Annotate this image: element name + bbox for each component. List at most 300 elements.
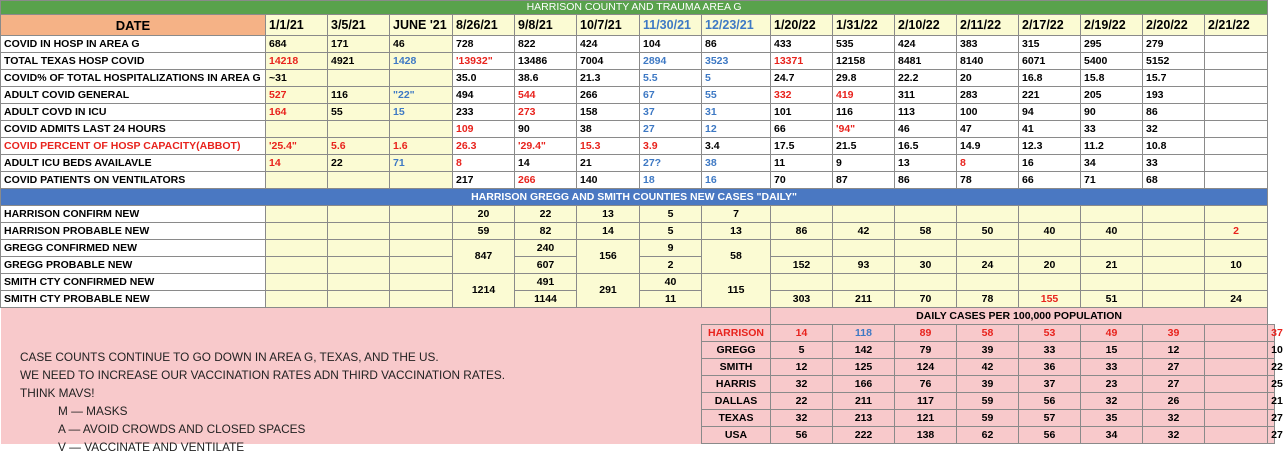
sheet-title: HARRISON COUNTY AND TRAUMA AREA G [1, 1, 1268, 15]
table-cell: 21 [1081, 257, 1143, 274]
table-cell: 158 [577, 104, 640, 121]
table-cell: 113 [895, 104, 957, 121]
table-cell: 152 [771, 257, 833, 274]
table-cell [1205, 138, 1268, 155]
date-col-header: 2/21/22 [1205, 15, 1268, 36]
table-cell: 138 [895, 427, 957, 444]
table-cell [1205, 342, 1268, 359]
table-cell: '94" [833, 121, 895, 138]
table-cell: 8 [453, 155, 515, 172]
date-col-header: 1/31/22 [833, 15, 895, 36]
table-cell [390, 70, 453, 87]
table-cell: 5 [702, 70, 771, 87]
row-label: GREGG PROBABLE NEW [1, 257, 266, 274]
table-cell: 30 [895, 257, 957, 274]
pink-spacer [1, 308, 771, 325]
hosp-row [1, 138, 1275, 155]
table-cell: 14 [266, 155, 328, 172]
table-cell: 11.2 [1081, 138, 1143, 155]
table-cell [895, 240, 957, 257]
table-cell: 59 [957, 393, 1019, 410]
table-cell: 22 [515, 206, 577, 223]
row-label: SMITH CTY CONFIRMED NEW [1, 274, 266, 291]
table-cell: 24 [1205, 291, 1268, 308]
table-cell: 12 [702, 121, 771, 138]
table-cell: 684 [266, 36, 328, 53]
table-cell [1205, 172, 1268, 189]
table-cell: 240 [515, 240, 577, 257]
table-cell: 12158 [833, 53, 895, 70]
table-cell [1019, 240, 1081, 257]
table-cell [328, 274, 390, 291]
table-cell: 86 [895, 172, 957, 189]
table-cell: 26.3 [453, 138, 515, 155]
table-cell: 116 [833, 104, 895, 121]
table-cell: 8481 [895, 53, 957, 70]
table-cell [957, 206, 1019, 223]
table-cell [895, 274, 957, 291]
hosp-row [1, 155, 1275, 172]
table-cell: 79 [895, 342, 957, 359]
table-cell: 311 [895, 87, 957, 104]
table-cell: 62 [957, 427, 1019, 444]
table-cell: 46 [390, 36, 453, 53]
table-cell [1205, 70, 1268, 87]
table-cell [266, 274, 328, 291]
table-cell: 266 [577, 87, 640, 104]
table-cell [1205, 393, 1268, 410]
table-cell [1019, 206, 1081, 223]
table-cell: 419 [833, 87, 895, 104]
row-label: COVID PERCENT OF HOSP CAPACITY(ABBOT) [1, 138, 266, 155]
table-cell: 527 [266, 87, 328, 104]
table-cell: 10 [1268, 342, 1275, 359]
table-cell: 424 [895, 36, 957, 53]
table-cell: 56 [1019, 427, 1081, 444]
table-cell: 5.6 [328, 138, 390, 155]
table-cell: 34 [1081, 155, 1143, 172]
table-cell: 76 [895, 376, 957, 393]
table-cell: 164 [266, 104, 328, 121]
table-cell [1143, 240, 1205, 257]
table-cell: 33 [1081, 359, 1143, 376]
table-cell: 39 [957, 342, 1019, 359]
date-col-header: 10/7/21 [577, 15, 640, 36]
table-cell: 13 [895, 155, 957, 172]
case-row [1, 274, 1275, 291]
table-cell: 13 [577, 206, 640, 223]
table-cell: 13486 [515, 53, 577, 70]
table-cell: 1428 [390, 53, 453, 70]
region-name: GREGG [702, 342, 771, 359]
table-cell: 46 [895, 121, 957, 138]
table-cell: 90 [1081, 104, 1143, 121]
table-cell: 16 [1019, 155, 1081, 172]
table-cell: 211 [833, 393, 895, 410]
region-name: USA [702, 427, 771, 444]
table-cell: 424 [577, 36, 640, 53]
table-cell: 50 [957, 223, 1019, 240]
table-cell: 12.3 [1019, 138, 1081, 155]
table-cell: 8 [957, 155, 1019, 172]
row-label: HARRISON CONFIRM NEW [1, 206, 266, 223]
notes-box [20, 348, 580, 456]
table-cell [266, 257, 328, 274]
table-cell: 22 [1268, 359, 1275, 376]
table-cell: 18 [640, 172, 702, 189]
table-cell: 21.3 [577, 70, 640, 87]
table-cell: 42 [957, 359, 1019, 376]
table-cell: 37 [1268, 325, 1275, 342]
table-cell [1019, 274, 1081, 291]
table-cell: 14.9 [957, 138, 1019, 155]
table-cell: 14 [577, 223, 640, 240]
date-col-header: 3/5/21 [328, 15, 390, 36]
table-cell: 71 [390, 155, 453, 172]
table-cell: 58 [702, 240, 771, 274]
table-cell: 822 [515, 36, 577, 53]
table-cell [1205, 36, 1268, 53]
table-cell: 59 [957, 410, 1019, 427]
table-cell: 14 [515, 155, 577, 172]
table-cell [266, 172, 328, 189]
table-cell: 14218 [266, 53, 328, 70]
table-cell: 24 [957, 257, 1019, 274]
row-label: ADULT COVD IN ICU [1, 104, 266, 121]
table-cell: 68 [1143, 172, 1205, 189]
table-cell [1081, 240, 1143, 257]
table-cell: 20 [957, 70, 1019, 87]
date-col-header: 1/20/22 [771, 15, 833, 36]
table-cell: 86 [702, 36, 771, 53]
table-cell [328, 70, 390, 87]
table-cell: 90 [515, 121, 577, 138]
table-cell: 70 [771, 172, 833, 189]
region-name: SMITH [702, 359, 771, 376]
table-cell: 94 [1019, 104, 1081, 121]
table-cell [1205, 410, 1268, 427]
table-cell [1205, 427, 1268, 444]
table-cell [1143, 257, 1205, 274]
table-cell: 37 [1019, 376, 1081, 393]
date-col-header: 1/1/21 [266, 15, 328, 36]
table-cell: 67 [640, 87, 702, 104]
table-cell: 10 [1205, 257, 1268, 274]
table-cell: 35.0 [453, 70, 515, 87]
region-name: HARRIS [702, 376, 771, 393]
note-line: WE NEED TO INCREASE OUR VACCINATION RATES ADN THIRD VACCINATION RATES. [20, 368, 506, 382]
table-cell: 156 [577, 240, 640, 274]
table-cell: 193 [1143, 87, 1205, 104]
table-cell [266, 121, 328, 138]
table-cell: 1214 [453, 274, 515, 308]
table-cell [390, 257, 453, 274]
table-cell: 41 [1019, 121, 1081, 138]
table-cell: 16 [702, 172, 771, 189]
hosp-row [1, 121, 1275, 138]
table-cell: 5 [640, 223, 702, 240]
table-cell: 535 [833, 36, 895, 53]
case-row [1, 206, 1275, 223]
table-cell [833, 240, 895, 257]
table-cell: 117 [895, 393, 957, 410]
date-col-header: 2/17/22 [1019, 15, 1081, 36]
table-cell [1205, 325, 1268, 342]
table-cell [1205, 53, 1268, 70]
table-cell: 27? [640, 155, 702, 172]
table-cell: 32 [1143, 410, 1205, 427]
table-cell [1205, 359, 1268, 376]
table-cell [1205, 206, 1268, 223]
table-cell: 166 [833, 376, 895, 393]
table-cell [266, 223, 328, 240]
table-cell: 2894 [640, 53, 702, 70]
row-label: TOTAL TEXAS HOSP COVID [1, 53, 266, 70]
table-cell [1081, 274, 1143, 291]
date-col-header: 2/20/22 [1143, 15, 1205, 36]
row-label: COVID IN HOSP IN AREA G [1, 36, 266, 53]
date-col-header: 2/10/22 [895, 15, 957, 36]
table-cell: 332 [771, 87, 833, 104]
region-name: TEXAS [702, 410, 771, 427]
note-line: THINK MAVS! [20, 386, 95, 400]
table-cell: 100 [957, 104, 1019, 121]
table-cell: 27 [1268, 410, 1275, 427]
table-cell [771, 274, 833, 291]
table-cell: 51 [1081, 291, 1143, 308]
pink-spacer [1, 325, 702, 342]
table-cell: 104 [640, 36, 702, 53]
table-cell [328, 206, 390, 223]
table-cell: 57 [1019, 410, 1081, 427]
table-cell: 66 [771, 121, 833, 138]
table-cell: 39 [957, 376, 1019, 393]
table-cell: 33 [1143, 155, 1205, 172]
table-cell: 155 [1019, 291, 1081, 308]
per100k-title: DAILY CASES PER 100,000 POPULATION [771, 308, 1268, 325]
table-cell [957, 240, 1019, 257]
table-cell: 9 [640, 240, 702, 257]
table-cell: 59 [453, 223, 515, 240]
region-name: HARRISON [702, 325, 771, 342]
table-cell: 12 [1143, 342, 1205, 359]
table-cell: 87 [833, 172, 895, 189]
date-col-header: JUNE '21 [390, 15, 453, 36]
new-cases-title: HARRISON GREGG AND SMITH COUNTIES NEW CASES "DAILY" [1, 189, 1268, 206]
table-cell: 38 [577, 121, 640, 138]
table-cell: 9 [833, 155, 895, 172]
date-col-header: 9/8/21 [515, 15, 577, 36]
table-cell: 38 [702, 155, 771, 172]
table-cell: 433 [771, 36, 833, 53]
table-cell: 124 [895, 359, 957, 376]
region-name: DALLAS [702, 393, 771, 410]
table-cell [266, 291, 328, 308]
table-cell: 5152 [1143, 53, 1205, 70]
table-cell: 32 [1143, 427, 1205, 444]
table-cell: 25 [1268, 376, 1275, 393]
table-cell: 39 [1143, 325, 1205, 342]
table-cell [771, 206, 833, 223]
table-cell [1205, 87, 1268, 104]
table-cell: 78 [957, 172, 1019, 189]
table-cell: '29.4" [515, 138, 577, 155]
table-cell: 5 [640, 206, 702, 223]
date-col-header: 11/30/21 [640, 15, 702, 36]
table-cell: "22" [390, 87, 453, 104]
table-cell: 32 [1143, 121, 1205, 138]
table-cell: 33 [1081, 121, 1143, 138]
table-cell: 93 [833, 257, 895, 274]
table-cell: 217 [453, 172, 515, 189]
date-col-header: 2/11/22 [957, 15, 1019, 36]
table-cell: 86 [1143, 104, 1205, 121]
table-cell: 295 [1081, 36, 1143, 53]
table-cell: 5.5 [640, 70, 702, 87]
table-cell: 121 [895, 410, 957, 427]
table-cell [1205, 121, 1268, 138]
table-cell: 13371 [771, 53, 833, 70]
table-cell: 6071 [1019, 53, 1081, 70]
hosp-row [1, 104, 1275, 121]
table-cell [390, 223, 453, 240]
table-cell: 78 [957, 291, 1019, 308]
table-cell: 21 [577, 155, 640, 172]
table-cell: 3.4 [702, 138, 771, 155]
table-cell: 38.6 [515, 70, 577, 87]
table-cell: 494 [453, 87, 515, 104]
table-cell: 17.5 [771, 138, 833, 155]
table-cell: 4921 [328, 53, 390, 70]
table-cell: 1.6 [390, 138, 453, 155]
table-cell: 34 [1081, 427, 1143, 444]
note-line: M — MASKS [58, 404, 128, 418]
table-cell: ~31 [266, 70, 328, 87]
table-cell: 66 [1019, 172, 1081, 189]
table-cell [390, 291, 453, 308]
table-cell [328, 172, 390, 189]
table-cell: 82 [515, 223, 577, 240]
table-cell: 21 [1268, 393, 1275, 410]
hosp-row [1, 87, 1275, 104]
note-line: A — AVOID CROWDS AND CLOSED SPACES [58, 422, 306, 436]
table-cell [1205, 376, 1268, 393]
table-cell: 27 [1268, 427, 1275, 444]
table-cell: 221 [1019, 87, 1081, 104]
table-cell: 14 [771, 325, 833, 342]
table-cell: 71 [1081, 172, 1143, 189]
table-cell [1143, 206, 1205, 223]
table-cell: 31 [702, 104, 771, 121]
hosp-row [1, 70, 1275, 87]
table-cell: 42 [833, 223, 895, 240]
row-label: ADULT COVID GENERAL [1, 87, 266, 104]
table-cell: 27 [1143, 376, 1205, 393]
table-cell: 315 [1019, 36, 1081, 53]
table-cell: 491 [515, 274, 577, 291]
hosp-row [1, 53, 1275, 70]
note-line: CASE COUNTS CONTINUE TO GO DOWN IN AREA G, TEXAS, AND THE US. [20, 350, 439, 364]
table-cell: '25.4" [266, 138, 328, 155]
table-cell: 101 [771, 104, 833, 121]
table-cell: 211 [833, 291, 895, 308]
table-cell: 8140 [957, 53, 1019, 70]
table-cell: 118 [833, 325, 895, 342]
table-cell [266, 206, 328, 223]
table-cell: 109 [453, 121, 515, 138]
date-col-header: 12/23/21 [702, 15, 771, 36]
table-cell: 7 [702, 206, 771, 223]
table-cell: 291 [577, 274, 640, 308]
table-cell: 27 [1143, 359, 1205, 376]
table-cell: 56 [1019, 393, 1081, 410]
table-cell: 22.2 [895, 70, 957, 87]
table-cell: 11 [640, 291, 702, 308]
table-cell [771, 240, 833, 257]
table-cell: 55 [328, 104, 390, 121]
table-cell [390, 240, 453, 257]
table-cell: 15.3 [577, 138, 640, 155]
table-cell [328, 257, 390, 274]
table-cell: 303 [771, 291, 833, 308]
table-cell: 20 [1019, 257, 1081, 274]
table-cell [1081, 206, 1143, 223]
hosp-row [1, 36, 1275, 53]
table-cell [328, 240, 390, 257]
table-cell: 15 [1081, 342, 1143, 359]
table-cell: 15 [390, 104, 453, 121]
table-cell [328, 291, 390, 308]
table-cell: 3523 [702, 53, 771, 70]
row-label: GREGG CONFIRMED NEW [1, 240, 266, 257]
table-cell: 213 [833, 410, 895, 427]
table-cell: 5 [771, 342, 833, 359]
hosp-row [1, 172, 1275, 189]
table-cell [957, 274, 1019, 291]
table-cell: 15.7 [1143, 70, 1205, 87]
table-cell: 58 [895, 223, 957, 240]
table-cell: 40 [640, 274, 702, 291]
table-cell: 279 [1143, 36, 1205, 53]
table-cell: 607 [515, 257, 577, 274]
table-cell: 37 [640, 104, 702, 121]
table-cell: 23 [1081, 376, 1143, 393]
table-cell: 58 [957, 325, 1019, 342]
table-cell: 11 [771, 155, 833, 172]
table-cell: 24.7 [771, 70, 833, 87]
table-cell: 5400 [1081, 53, 1143, 70]
row-label: COVID ADMITS LAST 24 HOURS [1, 121, 266, 138]
table-cell [1143, 291, 1205, 308]
table-cell [390, 121, 453, 138]
table-cell: 171 [328, 36, 390, 53]
table-cell: 222 [833, 427, 895, 444]
table-cell: 22 [771, 393, 833, 410]
table-cell: 2 [640, 257, 702, 274]
table-cell: 12 [771, 359, 833, 376]
table-cell [390, 274, 453, 291]
table-cell: 205 [1081, 87, 1143, 104]
row-label: HARRISON PROBABLE NEW [1, 223, 266, 240]
table-cell: 273 [515, 104, 577, 121]
table-cell [1143, 223, 1205, 240]
table-cell [1205, 240, 1268, 257]
note-line: V — VACCINATE AND VENTILATE [58, 440, 245, 454]
table-cell: 36 [1019, 359, 1081, 376]
row-label: COVID% OF TOTAL HOSPITALIZATIONS IN AREA G [1, 70, 266, 87]
table-cell: 55 [702, 87, 771, 104]
table-cell [1205, 274, 1268, 291]
